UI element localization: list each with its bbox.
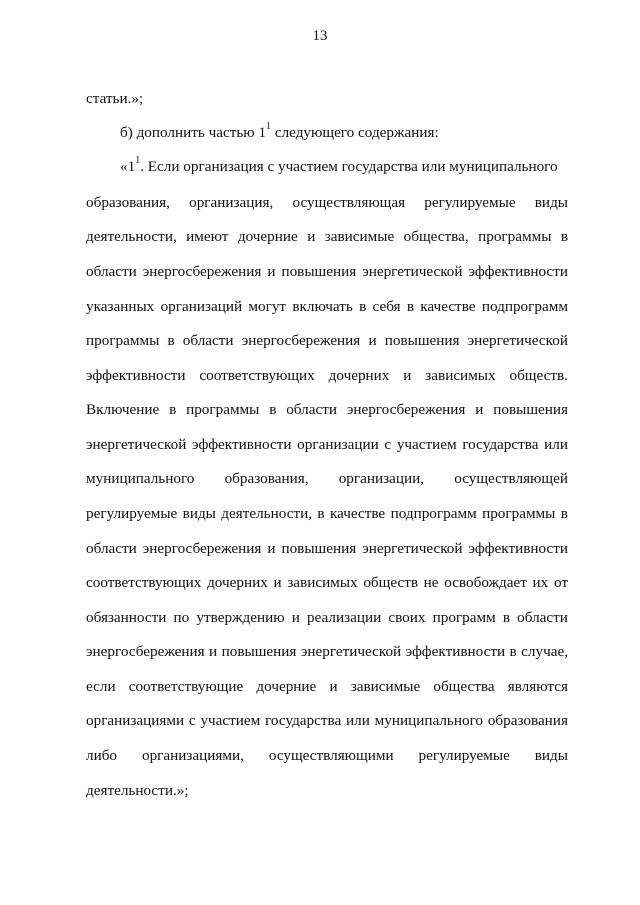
word: с bbox=[188, 712, 196, 729]
word: обществ. bbox=[509, 367, 568, 384]
word: качестве bbox=[420, 298, 476, 315]
line-3-superscript: 1 bbox=[135, 154, 141, 166]
word: муниципального bbox=[86, 470, 195, 487]
word: государства bbox=[265, 712, 342, 729]
word: энергосбережения bbox=[86, 643, 205, 660]
word: в bbox=[317, 505, 325, 522]
word: или bbox=[544, 436, 568, 453]
word: или bbox=[346, 712, 370, 729]
word: виды bbox=[534, 747, 568, 764]
word: участием bbox=[200, 712, 261, 729]
word: программы bbox=[186, 401, 260, 418]
word: соответствующих bbox=[86, 574, 202, 591]
text-line-8 bbox=[86, 332, 568, 350]
word: организациями bbox=[86, 712, 185, 729]
word: имеют bbox=[186, 228, 229, 245]
word: повышения bbox=[281, 263, 357, 280]
word: области bbox=[517, 609, 568, 626]
word: зависимых bbox=[425, 367, 496, 384]
word: области bbox=[86, 540, 137, 557]
word: зависимые bbox=[350, 678, 421, 695]
word: качестве bbox=[329, 505, 386, 522]
word: в bbox=[560, 228, 568, 245]
word: в bbox=[509, 643, 517, 660]
text-line-5 bbox=[86, 228, 568, 246]
word: образования, bbox=[86, 194, 170, 211]
word: организаций bbox=[160, 298, 243, 315]
word: осуществляющей bbox=[454, 470, 568, 487]
word: дочерних bbox=[207, 574, 268, 591]
word: по bbox=[173, 609, 190, 626]
word: реализации bbox=[307, 609, 382, 626]
word: области bbox=[286, 401, 337, 418]
word: утверждению bbox=[196, 609, 285, 626]
word: своих bbox=[388, 609, 426, 626]
word: соответствующих bbox=[199, 367, 315, 384]
word: и bbox=[368, 332, 377, 349]
text-line-9 bbox=[86, 367, 568, 385]
word: энергетической bbox=[300, 643, 402, 660]
word: повышения bbox=[221, 643, 297, 660]
word: в bbox=[167, 332, 175, 349]
line-2-superscript: 1 bbox=[266, 120, 272, 132]
word: области bbox=[86, 263, 137, 280]
word: освобождает bbox=[444, 574, 527, 591]
line-2-rest: следующего содержания: bbox=[271, 124, 439, 141]
word: общества, bbox=[403, 228, 469, 245]
word: эффективности bbox=[86, 367, 186, 384]
word: виды bbox=[182, 505, 216, 522]
word: себя bbox=[372, 298, 401, 315]
text-line-14 bbox=[86, 540, 568, 558]
word: и bbox=[307, 228, 316, 245]
word: не bbox=[423, 574, 439, 591]
word: включать bbox=[292, 298, 353, 315]
word: муниципального bbox=[374, 712, 484, 729]
word: деятельности, bbox=[86, 228, 177, 245]
word: повышения bbox=[281, 540, 357, 557]
word: организации, bbox=[338, 470, 425, 487]
word: их bbox=[532, 574, 549, 591]
word: в bbox=[560, 505, 568, 522]
word: в bbox=[169, 401, 177, 418]
text-line-15 bbox=[86, 574, 568, 592]
word: дочерних bbox=[328, 367, 390, 384]
word: обязанности bbox=[86, 609, 167, 626]
word: от bbox=[553, 574, 568, 591]
word: программы bbox=[86, 332, 160, 349]
word: организациями, bbox=[141, 747, 244, 764]
word: Включение bbox=[86, 401, 160, 418]
word: повышения bbox=[493, 401, 568, 418]
word: и bbox=[403, 367, 412, 384]
word: зависимых bbox=[287, 574, 358, 591]
word: программ bbox=[432, 609, 496, 626]
word: дочерние bbox=[256, 678, 317, 695]
word: программы bbox=[478, 228, 552, 245]
word: в bbox=[406, 298, 414, 315]
word: в bbox=[502, 609, 511, 626]
text-line-3 bbox=[120, 154, 568, 176]
word: и bbox=[291, 609, 300, 626]
text-line-1: статьи.»; bbox=[86, 90, 144, 107]
word: осуществляющими bbox=[268, 747, 394, 764]
text-line-7 bbox=[86, 298, 568, 316]
word: общества bbox=[433, 678, 495, 695]
word: случае, bbox=[521, 643, 568, 660]
word: подпрограмм bbox=[390, 505, 477, 522]
word: указанных bbox=[86, 298, 155, 315]
word: зависимые bbox=[324, 228, 395, 245]
word: организация, bbox=[189, 194, 274, 211]
word: в bbox=[359, 298, 367, 315]
text-line-17 bbox=[86, 643, 568, 661]
word: энергосбережения bbox=[241, 332, 361, 349]
word: виды bbox=[534, 194, 568, 211]
word: обществ bbox=[363, 574, 418, 591]
text-line-4 bbox=[86, 194, 568, 212]
word: энергетической bbox=[86, 436, 187, 453]
text-line-18 bbox=[86, 678, 568, 696]
page-number: 13 bbox=[312, 28, 328, 44]
line-3-text: «1 bbox=[120, 158, 136, 175]
text-line-16 bbox=[86, 609, 568, 627]
word: эффективности bbox=[405, 643, 506, 660]
word: повышения bbox=[384, 332, 460, 349]
word: осуществляющая bbox=[292, 194, 406, 211]
text-line-10 bbox=[86, 401, 568, 419]
text-line-20 bbox=[86, 747, 568, 765]
line-2-text: б) дополнить частью 1 bbox=[120, 124, 267, 141]
line-3-rest: . Если организация с участием государства или муниципального bbox=[140, 158, 558, 175]
word: области bbox=[182, 332, 234, 349]
text-line-21: деятельности.»; bbox=[86, 782, 189, 799]
text-line-12 bbox=[86, 470, 568, 488]
word: энергосбережения bbox=[142, 540, 262, 557]
word: либо bbox=[86, 747, 118, 764]
word: эффективности bbox=[192, 436, 292, 453]
word: и bbox=[267, 540, 276, 557]
word: подпрограмм bbox=[481, 298, 568, 315]
word: если bbox=[86, 678, 116, 695]
word: и bbox=[273, 574, 282, 591]
word: и bbox=[475, 401, 484, 418]
word: и bbox=[267, 263, 276, 280]
text-line-13 bbox=[86, 505, 568, 523]
word: эффективности bbox=[468, 263, 568, 280]
word: энергосбережения bbox=[346, 401, 466, 418]
word: и bbox=[209, 643, 218, 660]
text-line-11 bbox=[86, 436, 568, 454]
word: государства bbox=[462, 436, 539, 453]
word: дочерние bbox=[237, 228, 298, 245]
word: регулируемые bbox=[424, 194, 516, 211]
word: деятельности, bbox=[221, 505, 313, 522]
text-line-2 bbox=[120, 120, 568, 142]
word: соответствующие bbox=[128, 678, 244, 695]
word: энергетической bbox=[467, 332, 568, 349]
text-line-6 bbox=[86, 263, 568, 281]
word: программы bbox=[482, 505, 556, 522]
word: и bbox=[329, 678, 338, 695]
word: энергосбережения bbox=[142, 263, 262, 280]
word: образования, bbox=[224, 470, 309, 487]
word: энергетической bbox=[362, 540, 463, 557]
word: образования bbox=[487, 712, 568, 729]
word: энергетической bbox=[362, 263, 463, 280]
word: в bbox=[269, 401, 277, 418]
word: эффективности bbox=[468, 540, 568, 557]
word: организации bbox=[297, 436, 379, 453]
word: с bbox=[384, 436, 392, 453]
word: регулируемые bbox=[418, 747, 510, 764]
text-line-19 bbox=[86, 712, 568, 730]
word: могут bbox=[248, 298, 287, 315]
word: регулируемые bbox=[86, 505, 178, 522]
word: участием bbox=[396, 436, 457, 453]
word: являются bbox=[507, 678, 568, 695]
